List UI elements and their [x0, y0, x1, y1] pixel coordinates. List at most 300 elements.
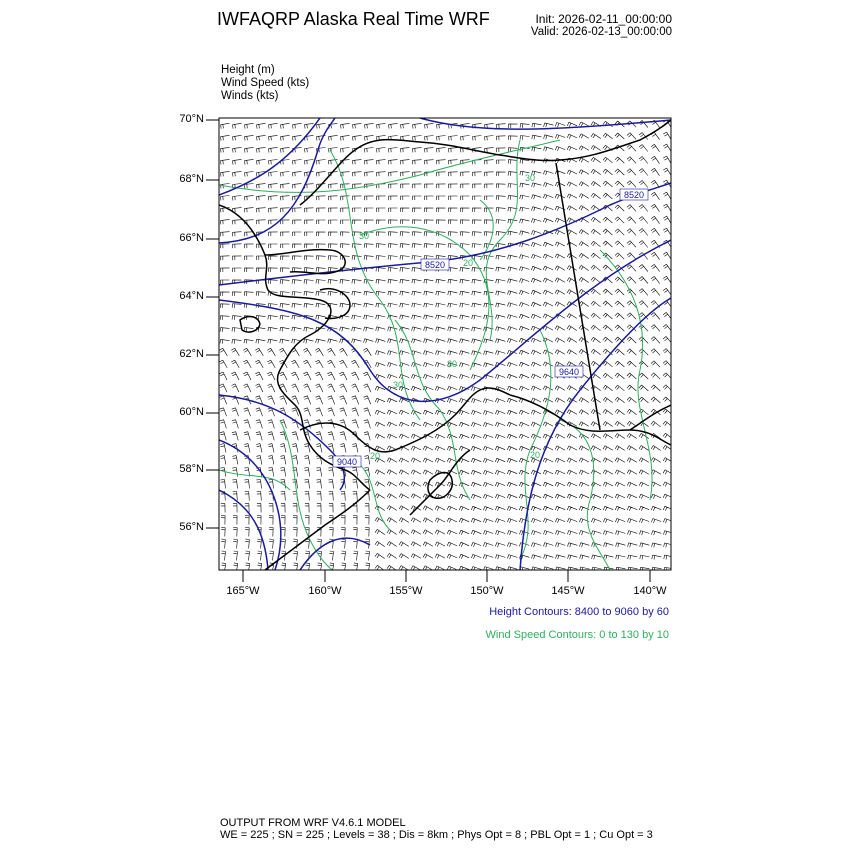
wind-barb: [519, 267, 529, 271]
wind-label: 20: [462, 258, 474, 268]
wind-barb: [471, 458, 481, 463]
wind-barb: [639, 301, 648, 308]
wind-barb: [411, 530, 421, 535]
wind-barb: [459, 518, 469, 523]
height-label: [333, 456, 361, 467]
canada-border: [556, 163, 600, 430]
lon-label: 155°W: [389, 585, 423, 597]
wind-barb: [376, 256, 385, 260]
wind-barb: [639, 337, 648, 344]
wind-barb: [496, 303, 506, 307]
wind-barb: [435, 554, 445, 559]
wind-barb: [436, 208, 445, 212]
wind-barb: [387, 482, 397, 487]
wind-barb: [377, 208, 386, 212]
wind-barb: [615, 470, 625, 475]
wind-barb: [375, 374, 385, 379]
wind-barb: [567, 266, 577, 271]
wind-barb: [615, 241, 624, 247]
wind-barb: [556, 543, 566, 548]
wind-barb: [604, 555, 614, 560]
wind-barb: [579, 422, 589, 427]
wind-barb: [436, 351, 446, 355]
wind-barb: [615, 361, 624, 367]
wind-barb: [245, 123, 254, 128]
wind-barb: [591, 277, 601, 283]
wind-barb: [245, 539, 249, 548]
wind-barb: [591, 518, 601, 523]
wind-barb: [651, 325, 660, 332]
wind-barb: [316, 291, 326, 295]
wind-barb: [603, 325, 612, 331]
wind-barb: [257, 123, 266, 128]
wind-barb: [531, 410, 541, 415]
wind-barb: [220, 432, 226, 441]
wind-barb: [459, 410, 469, 415]
wind-barb: [567, 338, 577, 343]
wind-barb: [292, 280, 301, 284]
wind-barb: [364, 384, 371, 392]
wind-barb: [615, 289, 624, 295]
wind-barb: [399, 506, 409, 511]
wind-barb: [496, 267, 506, 271]
wind-barb: [615, 349, 624, 355]
wind-barb: [423, 554, 433, 559]
wind-barb: [436, 327, 446, 332]
wind-barb: [543, 458, 553, 463]
lat-label: 66°N: [179, 232, 204, 244]
wind-barb: [329, 208, 338, 212]
wind-barb: [652, 531, 662, 535]
wind-barb: [496, 375, 506, 380]
wind-barb: [233, 527, 237, 536]
wind-barb: [303, 360, 311, 368]
wind-barb: [221, 539, 225, 548]
wind-barb: [437, 136, 446, 141]
wind-barb: [388, 327, 398, 332]
wind-barb: [472, 220, 481, 224]
wind-barb: [306, 563, 310, 573]
wind-barb: [603, 301, 612, 307]
wind-barb: [483, 435, 493, 440]
wind-barb: [449, 160, 458, 165]
wind-barb: [303, 372, 311, 380]
wind-barb: [293, 135, 302, 140]
wind-barb: [364, 220, 373, 224]
wind-barb: [448, 232, 457, 236]
wind-barb: [520, 136, 529, 140]
wind-barb: [520, 231, 530, 235]
wind-barb: [411, 458, 421, 463]
wind-barb: [471, 482, 481, 487]
wind-barb: [305, 539, 309, 548]
wind-barb: [496, 291, 506, 296]
wind-barb: [232, 304, 241, 308]
wind-barb: [519, 422, 529, 427]
wind-barb: [269, 527, 273, 536]
wind-barb: [591, 134, 601, 139]
wind-barb: [341, 515, 345, 524]
wind-barb: [543, 302, 553, 307]
wind-barb: [639, 265, 648, 272]
wind-barb: [639, 519, 649, 524]
wind-barb: [508, 327, 518, 332]
wind-barb: [233, 256, 242, 260]
wind-barb: [508, 291, 518, 295]
wind-barb: [231, 348, 239, 356]
wind-barb: [556, 555, 566, 559]
wind-barb: [447, 386, 457, 391]
wind-barb: [651, 361, 660, 367]
wind-barb: [627, 181, 636, 188]
wind-barb: [387, 554, 397, 559]
wind-barb: [353, 135, 362, 140]
wind-barb: [425, 184, 434, 188]
wind-barb: [471, 542, 481, 547]
wind-barb: [375, 470, 385, 475]
wind-barb: [519, 543, 529, 548]
wind-barb: [497, 148, 506, 152]
wind-barb: [435, 530, 445, 535]
wind-barb: [579, 253, 589, 258]
wind-barb: [268, 456, 273, 465]
wind-barb: [591, 325, 601, 331]
svg-text:9040: 9040: [336, 457, 358, 467]
wind-barb: [447, 518, 457, 523]
wind-barb: [365, 160, 374, 165]
wind-barb: [520, 195, 530, 199]
wind-barb: [341, 148, 350, 153]
wind-barb: [484, 220, 493, 224]
wind-barb: [365, 196, 374, 200]
wind-barb: [496, 351, 506, 355]
wind-barb: [627, 518, 637, 523]
wind-barb: [376, 351, 386, 355]
wind-barb: [437, 196, 446, 200]
wind-barb: [317, 196, 326, 200]
wind-barb: [316, 280, 326, 284]
wind-barb: [233, 480, 238, 489]
wind-barb: [353, 196, 362, 200]
wind-barb: [364, 408, 371, 416]
lat-label: 60°N: [179, 406, 204, 418]
wind-barb: [459, 530, 469, 535]
wind-barb: [663, 288, 671, 295]
wind-barb: [663, 216, 671, 224]
wind-barb: [579, 446, 589, 451]
wind-barb: [292, 327, 302, 331]
wind-barb: [293, 232, 302, 236]
wind-barb: [508, 160, 517, 164]
wind-barb: [305, 220, 314, 224]
wind-barb: [531, 266, 541, 271]
wind-barb: [257, 184, 266, 189]
wind-barb: [233, 196, 242, 201]
wind-barb: [233, 551, 237, 561]
wind-barb: [580, 555, 590, 560]
wind-barb: [423, 458, 433, 463]
wind-barb: [555, 398, 565, 403]
wind-barb: [627, 458, 637, 463]
wind-barb: [376, 315, 386, 319]
wind-barb: [327, 360, 335, 368]
wind-barb: [472, 351, 482, 355]
wind-barb: [257, 504, 261, 513]
wind-barb: [221, 244, 230, 248]
wind-barb: [423, 542, 433, 547]
wind-barb: [412, 339, 422, 343]
wind-barb: [424, 232, 433, 236]
wind-barb: [567, 458, 577, 463]
wind-barb: [317, 480, 322, 489]
wind-barb: [232, 328, 242, 332]
wind-barb: [603, 361, 613, 367]
wind-barb: [603, 409, 613, 414]
wind-barb: [268, 256, 277, 260]
wind-barb: [281, 196, 290, 201]
wind-barb: [579, 458, 589, 463]
wind-barb: [459, 422, 469, 427]
wind-barb: [627, 397, 637, 403]
wind-barb: [579, 242, 589, 247]
wind-barb: [484, 339, 494, 344]
wind-barb: [555, 386, 565, 391]
wind-barb: [245, 196, 254, 201]
wind-barb: [329, 527, 333, 536]
wind-barb: [555, 458, 565, 463]
wind-barb: [304, 384, 311, 392]
wind-barb: [639, 205, 648, 212]
wind-barb: [412, 244, 421, 248]
wind-label: 20: [529, 450, 541, 460]
wind-barb: [592, 555, 602, 559]
wind-barb: [341, 551, 345, 561]
wind-barb: [532, 555, 542, 559]
wind-barb: [387, 398, 397, 403]
wind-barb: [519, 386, 529, 391]
wind-barb: [651, 276, 660, 283]
wind-barb: [352, 291, 362, 295]
wind-barb: [436, 315, 446, 320]
wind-barb: [459, 542, 469, 547]
wind-barb: [423, 374, 433, 379]
wind-barb: [651, 470, 661, 475]
wind-barb: [353, 123, 362, 128]
wind-barb: [448, 208, 457, 212]
wind-barb: [663, 192, 671, 200]
wind-barb: [401, 123, 410, 128]
wind-barb: [269, 551, 273, 561]
wind-barb: [328, 291, 337, 295]
wind-barb: [447, 554, 457, 559]
wind-barb: [353, 160, 362, 165]
wind-barb: [245, 527, 249, 536]
wind-barb: [496, 184, 505, 188]
wind-barb: [412, 279, 422, 283]
wind-barb: [364, 291, 374, 295]
wind-barb: [412, 291, 422, 295]
wind-barb: [471, 494, 481, 499]
lon-label: 150°W: [470, 585, 504, 597]
wind-barb: [412, 220, 421, 224]
wind-barb: [627, 337, 636, 343]
wind-barb: [447, 494, 457, 499]
wind-barb: [364, 315, 374, 319]
wind-barb: [317, 492, 322, 501]
wind-barb: [531, 302, 541, 307]
wind-barb: [388, 363, 398, 368]
wind-barb: [531, 506, 541, 511]
wind-barb: [568, 543, 578, 547]
wind-barb: [555, 434, 565, 439]
wind-barb: [591, 410, 601, 415]
wind-barb: [258, 563, 262, 573]
wind-barb: [411, 554, 421, 559]
wind-barb: [352, 408, 359, 416]
wind-barb: [519, 410, 529, 415]
wind-barb: [483, 519, 493, 524]
wind-barb: [436, 220, 445, 224]
wind-barb: [460, 363, 470, 367]
wind-barb: [353, 492, 358, 501]
wind-barb: [232, 408, 239, 416]
wind-barb: [294, 563, 298, 573]
wind-barb: [508, 267, 518, 272]
wind-barb: [579, 337, 589, 342]
wind-barb: [352, 256, 361, 260]
wind-barb: [292, 244, 301, 248]
field-wind-speed: Wind Speed (kts): [221, 77, 310, 89]
wind-barb: [627, 229, 636, 236]
wind-barb: [328, 339, 338, 344]
wind-barb: [233, 123, 242, 128]
wind-barb: [555, 290, 565, 295]
wind-barb: [411, 434, 421, 439]
svg-text:8520: 8520: [623, 190, 645, 200]
wind-barb: [603, 531, 613, 536]
wind-barb: [531, 290, 541, 295]
wind-barb: [232, 384, 239, 392]
wind-barb: [495, 543, 505, 548]
wind-barb: [591, 506, 601, 511]
wind-barb: [555, 146, 565, 151]
wind-barb: [471, 434, 481, 439]
wind-barb: [651, 385, 660, 391]
wind-barb: [447, 446, 457, 451]
wind-barb: [639, 241, 648, 248]
wind-barb: [555, 326, 565, 331]
wind-barb: [544, 567, 554, 572]
wind-barb: [603, 241, 612, 247]
wind-barb: [651, 482, 661, 487]
seward-peninsula: [265, 250, 345, 274]
wind-barb: [424, 279, 434, 283]
wind-barb: [353, 527, 357, 536]
wind-barb: [495, 422, 505, 427]
wind-barb: [603, 385, 613, 390]
wind-barb: [532, 123, 542, 127]
wind-barb: [281, 184, 290, 189]
wind-barb: [615, 253, 624, 259]
wind-barb: [328, 244, 337, 248]
wind-barb: [375, 422, 385, 427]
wind-barb: [448, 303, 458, 307]
wind-barb: [304, 408, 311, 416]
wind-barb: [448, 279, 458, 283]
wind-barb: [280, 303, 290, 307]
wind-barb: [567, 146, 577, 151]
wind-barb: [435, 518, 445, 523]
wind-barb: [664, 543, 674, 547]
wind-barb: [627, 385, 636, 391]
wind-barb: [293, 515, 297, 524]
wind-barb: [555, 302, 565, 307]
wind-barb: [579, 410, 589, 415]
wind-barb: [281, 504, 285, 513]
wind-barb: [615, 301, 624, 307]
wind-barb: [316, 408, 323, 416]
wind-barb: [399, 470, 409, 475]
height-contour: [219, 440, 281, 570]
wind-barb: [615, 133, 624, 139]
wind-barb: [567, 494, 577, 499]
wind-barb: [423, 422, 433, 427]
wind-barb: [519, 290, 529, 295]
wind-barb: [317, 123, 326, 128]
wind-barb: [628, 543, 638, 548]
wind-barb: [615, 409, 625, 414]
wind-barb: [495, 434, 505, 439]
wind-barb: [245, 159, 254, 164]
wind-barb: [591, 169, 601, 174]
wind-barb: [245, 135, 254, 140]
wind-barb: [375, 446, 385, 451]
wind-barb: [579, 194, 589, 199]
wind-barb: [400, 244, 409, 248]
wind-barb: [245, 551, 249, 561]
wind-barb: [495, 470, 505, 475]
wind-barb: [411, 470, 421, 475]
wind-barb: [305, 527, 309, 536]
wind-barb: [615, 434, 625, 439]
wind-barb: [543, 290, 553, 295]
wind-barb: [460, 303, 470, 307]
wind-barb: [651, 458, 661, 463]
wind-barb: [460, 232, 469, 236]
wind-barb: [221, 527, 225, 536]
wind-barb: [567, 410, 577, 415]
wind-barb: [233, 268, 242, 272]
wind-barb: [460, 279, 470, 283]
wind-barb: [293, 504, 297, 513]
wind-barb: [293, 184, 302, 189]
wind-barb: [339, 348, 347, 356]
wind-barb: [485, 196, 494, 200]
wind-barb: [495, 410, 505, 415]
wind-barb: [591, 146, 601, 151]
wind-barb: [471, 410, 481, 415]
wind-barb: [484, 351, 494, 355]
wind-barb: [269, 123, 278, 128]
wind-barb: [663, 494, 673, 499]
wind-barb: [424, 315, 434, 320]
wind-barb: [520, 159, 529, 163]
wind-barb: [423, 410, 433, 415]
wind-barb: [579, 230, 589, 235]
wind-barb: [627, 133, 636, 140]
wind-barb: [243, 348, 251, 356]
wind-barb: [305, 232, 314, 236]
